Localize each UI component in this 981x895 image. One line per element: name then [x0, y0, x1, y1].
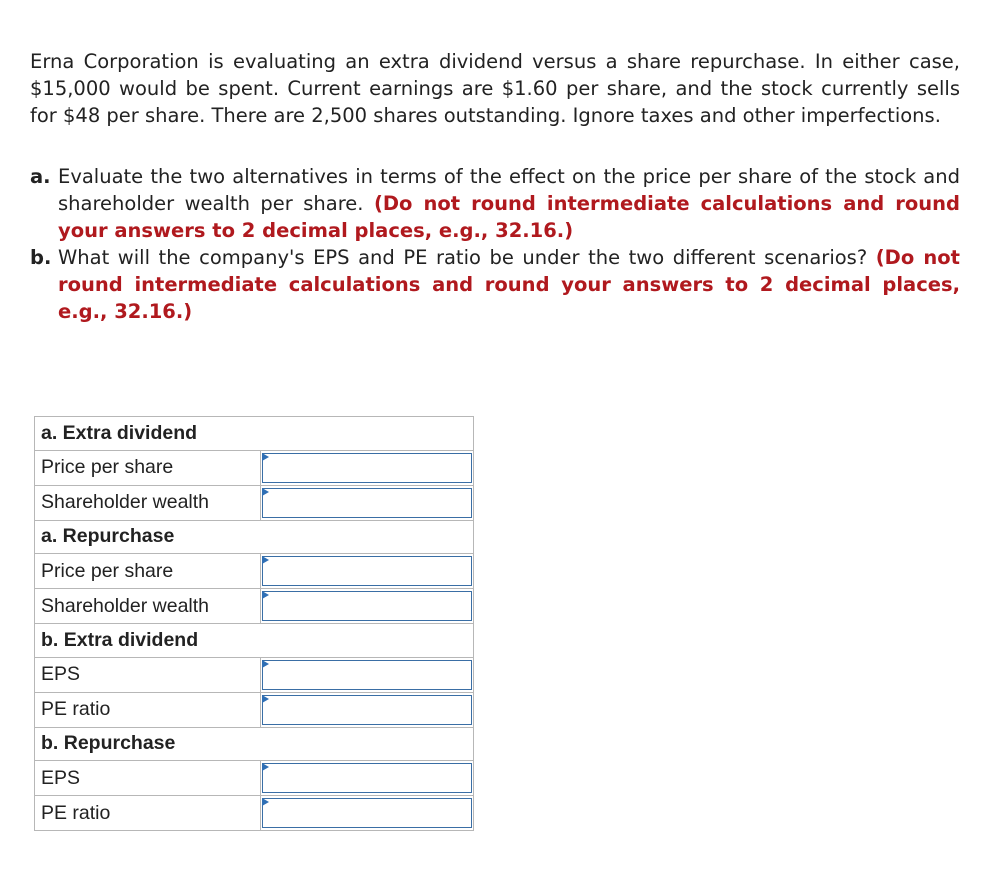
section-header-row [35, 624, 474, 658]
row-label: Shareholder wealth [35, 485, 261, 520]
row-label: Price per share [35, 554, 261, 589]
extra-dividend-price-input[interactable] [262, 453, 472, 483]
section-header-row [35, 520, 474, 554]
extra-dividend-eps-input[interactable] [262, 660, 472, 690]
question-parts [30, 163, 960, 325]
input-flag-icon [262, 591, 269, 599]
input-flag-icon [262, 695, 269, 703]
input-flag-icon [262, 763, 269, 771]
part-b-text: What will the company's EPS and PE ratio be under the two different scenarios? [58, 246, 868, 269]
answer-row [35, 657, 474, 692]
part-b [30, 244, 960, 325]
section-heading: b. Repurchase [35, 727, 474, 761]
section-heading: a. Extra dividend [35, 417, 474, 451]
input-flag-icon [262, 488, 269, 496]
repurchase-wealth-input[interactable] [262, 591, 472, 621]
part-a-instruction: (Do not round intermediate calculations and round your answers to 2 decimal places, e.g., 32.16.) [58, 192, 960, 242]
row-label: Shareholder wealth [35, 589, 261, 624]
extra-dividend-pe-input[interactable] [262, 695, 472, 725]
part-a-letter: a. [30, 165, 51, 188]
row-label: Price per share [35, 450, 261, 485]
row-label: EPS [35, 761, 261, 796]
input-flag-icon [262, 453, 269, 461]
repurchase-eps-input[interactable] [262, 763, 472, 793]
answer-row [35, 485, 474, 520]
part-b-instruction: (Do not round intermediate calculations and round your answers to 2 decimal places, e.g., 32.16.) [58, 246, 960, 323]
answer-row [35, 554, 474, 589]
answer-row [35, 692, 474, 727]
section-heading: a. Repurchase [35, 520, 474, 554]
answer-row [35, 761, 474, 796]
repurchase-pe-input[interactable] [262, 798, 472, 828]
section-header-row [35, 417, 474, 451]
section-heading: b. Extra dividend [35, 624, 474, 658]
row-label: PE ratio [35, 692, 261, 727]
row-label: EPS [35, 657, 261, 692]
input-flag-icon [262, 556, 269, 564]
part-b-letter: b. [30, 246, 52, 269]
repurchase-price-input[interactable] [262, 556, 472, 586]
answer-row [35, 796, 474, 831]
input-flag-icon [262, 660, 269, 668]
part-a [30, 163, 960, 244]
part-a-text: Evaluate the two alternatives in terms of the effect on the price per share of the stock and shareholder wealth per share. [58, 165, 960, 215]
answer-row [35, 450, 474, 485]
problem-intro: Erna Corporation is evaluating an extra dividend versus a share repurchase. In either case, $15,000 would be spent. Current earnings are $1.60 per share, and the stock currently sells for $48 per share. There are 2,500 shares outstanding. Ignore taxes and other imperfections. [30, 49, 960, 127]
section-header-row [35, 727, 474, 761]
answer-row [35, 589, 474, 624]
answer-table [34, 416, 474, 831]
input-flag-icon [262, 798, 269, 806]
row-label: PE ratio [35, 796, 261, 831]
extra-dividend-wealth-input[interactable] [262, 488, 472, 518]
